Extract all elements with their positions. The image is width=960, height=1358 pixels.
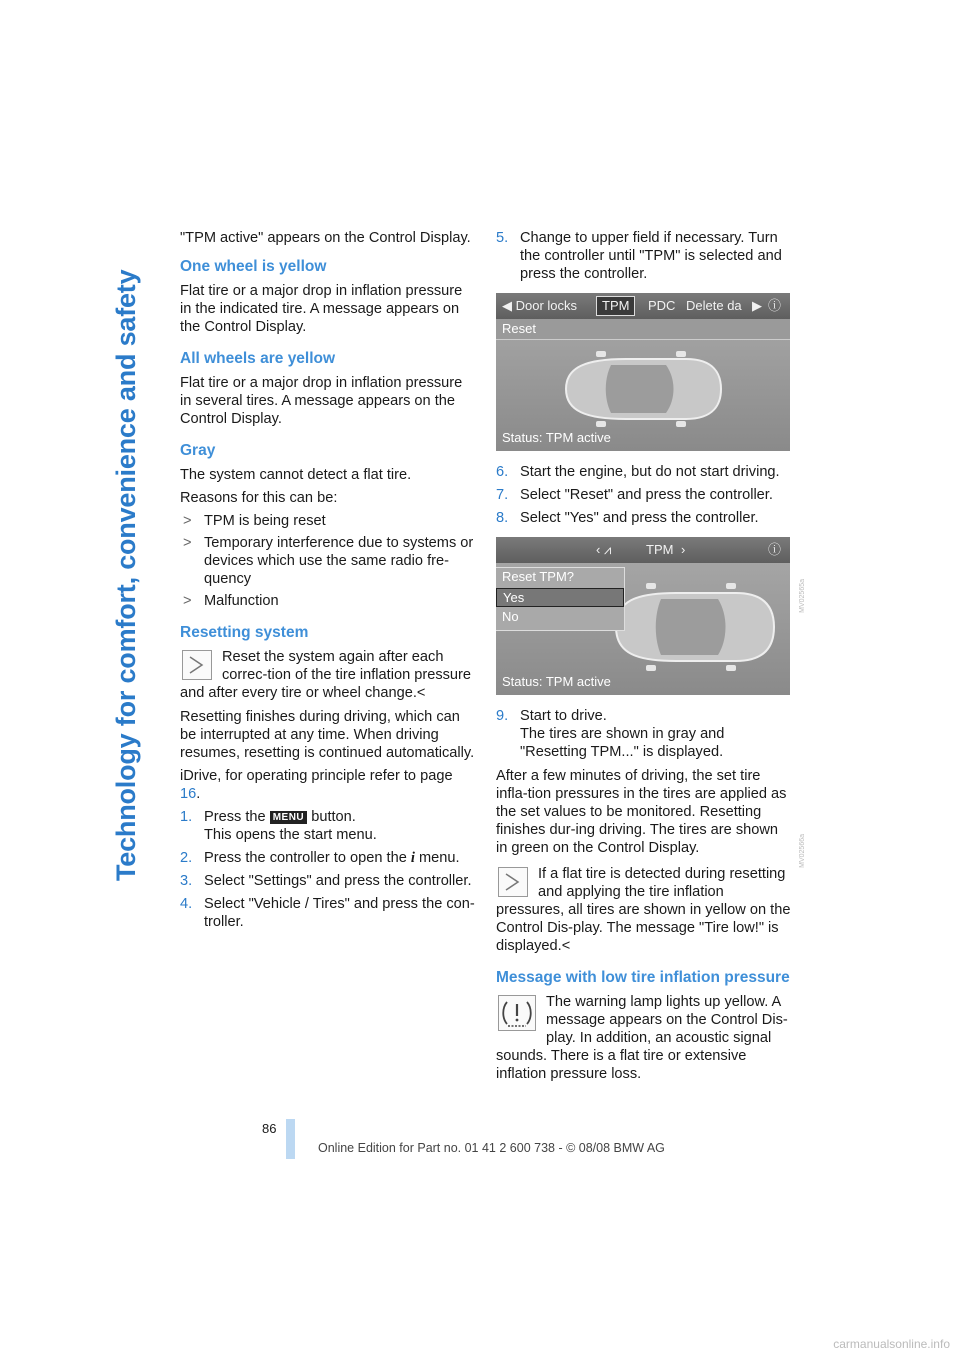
list-item: > Temporary interference due to systems or devices which use the same radio fre-quency <box>183 535 474 587</box>
left-column <box>180 229 475 937</box>
heading-all-wheels-yellow: All wheels are yellow <box>180 350 336 367</box>
steps-right-a <box>496 229 791 283</box>
image-code: MV02565a <box>799 579 806 613</box>
info-icon: ⓘ <box>768 298 782 313</box>
step-9: 9. Start to drive. The tires are shown in gray and "Resetting TPM..." is displayed. <box>496 708 725 760</box>
screen-header: TPM <box>646 542 674 557</box>
warning-lamp-note: The warning lamp lights up yellow. A message appears on the Control Dis-play. In addition, an acoustic signal sounds. There is a flat tire or extensive inflation pressure loss. <box>496 994 788 1082</box>
step-4: 4. Select "Vehicle / Tires" and press the con-troller. <box>180 896 475 930</box>
screen-panel <box>496 563 790 695</box>
reasons-list <box>180 512 475 610</box>
step-8: 8. Select "Yes" and press the controller. <box>496 510 759 526</box>
heading-low-pressure-message: Message with low tire inflation pressure <box>496 969 790 986</box>
right-column <box>496 229 806 1089</box>
reset-question: Reset TPM? <box>502 569 575 584</box>
reasons-text: Reasons for this can be: <box>180 490 338 506</box>
side-title: Technology for comfort, convenience and safety <box>111 269 141 881</box>
tab-pdc: PDC <box>648 298 676 313</box>
screen-header-bar <box>496 537 790 563</box>
info-icon: ⓘ <box>768 542 782 557</box>
tab-delete-data: Delete da <box>686 298 742 313</box>
list-item: > TPM is being reset <box>183 513 326 529</box>
tire-pressure-warning-icon <box>498 995 536 1031</box>
control-display-reset-tpm <box>496 537 790 695</box>
steps-left <box>180 808 475 931</box>
note-flat-tire: If a flat tire is detected during resetting and applying the tire inflation pressures, all tires are shown in yellow on the Control Dis-play. The message "Tire low!" is displayed.< <box>496 866 791 954</box>
watermark: carmanualsonline.info <box>833 1337 950 1351</box>
bullet-mark: > <box>183 535 192 551</box>
after-driving-text: After a few minutes of driving, the set tire infla-tion pressures in the tires are applied as the set values to be monitored. Resetting finishes dur-ing driving. The tires are shown in green on the Control Display. <box>496 768 787 856</box>
note-arrow-icon <box>182 650 212 680</box>
screen-tab-bar <box>496 293 790 319</box>
steps-right-b <box>496 463 791 527</box>
steps-right-c <box>496 707 791 761</box>
screen-status: Status: TPM active <box>502 430 611 445</box>
list-item: > Malfunction <box>183 593 279 609</box>
heading-gray: Gray <box>180 442 216 459</box>
tire-icon: ‹ ⩘ <box>596 542 612 557</box>
all-wheels-text: Flat tire or a major drop in inflation pressure in several tires. A message appears on the Control Display. <box>180 375 463 427</box>
car-top-view-icon <box>606 581 781 673</box>
info-icon: i <box>410 850 415 866</box>
page-link[interactable]: 16 <box>180 786 197 802</box>
screen-panel <box>496 319 790 451</box>
step-3: 3. Select "Settings" and press the controller. <box>180 873 472 889</box>
reset-dialog <box>496 567 625 631</box>
intro-text: "TPM active" appears on the Control Display. <box>180 230 471 246</box>
menu-button-icon: MENU <box>270 811 307 824</box>
footer-edition-text: Online Edition for Part no. 01 41 2 600 738 - © 08/08 BMW AG <box>318 1141 665 1155</box>
end-mark: < <box>561 938 571 954</box>
tab-tpm: TPM <box>596 296 635 316</box>
step-1: 1. Press the MENU button. This opens the start menu. <box>180 809 377 843</box>
gray-text: The system cannot detect a flat tire. <box>180 467 412 483</box>
option-no: No <box>502 609 519 624</box>
idrive-ref: iDrive, for operating principle refer to page 16. <box>180 768 453 802</box>
menu-reset: Reset <box>496 319 790 340</box>
end-mark: < <box>416 685 426 701</box>
page-number: 86 <box>262 1121 277 1136</box>
note-arrow-icon <box>498 867 528 897</box>
step-7: 7. Select "Reset" and press the controller. <box>496 487 773 503</box>
control-display-tpm <box>496 293 790 451</box>
heading-resetting-system: Resetting system <box>180 624 309 641</box>
scroll-right-icon: › <box>681 542 686 557</box>
heading-one-wheel-yellow: One wheel is yellow <box>180 258 327 275</box>
footer-accent-bar <box>286 1119 295 1159</box>
note-reset: Reset the system again after each correc-tion of the tire inflation pressure and after every tire or wheel change.< <box>180 649 472 701</box>
resetting-text: Resetting finishes during driving, which can be interrupted at any time. When driving resumes, resetting is continued automatically. <box>180 709 475 761</box>
step-2: 2. Press the controller to open the i menu. <box>180 850 460 866</box>
option-yes: Yes <box>496 588 624 607</box>
scroll-right-icon: ▶ <box>752 298 762 313</box>
screen-status: Status: TPM active <box>502 674 611 689</box>
step-6: 6. Start the engine, but do not start driving. <box>496 464 780 480</box>
step-5: 5. Change to upper field if necessary. Turn the controller until "TPM" is selected and press the controller. <box>496 230 782 282</box>
one-wheel-text: Flat tire or a major drop in inflation pressure in the indicated tire. A message appears on the Control Display. <box>180 283 463 335</box>
tab-door-locks: ◀ Door locks <box>502 298 578 313</box>
bullet-mark: > <box>183 513 192 529</box>
car-top-view-icon <box>556 349 726 429</box>
image-code: MV02566a <box>799 834 806 868</box>
bullet-mark: > <box>183 593 192 609</box>
